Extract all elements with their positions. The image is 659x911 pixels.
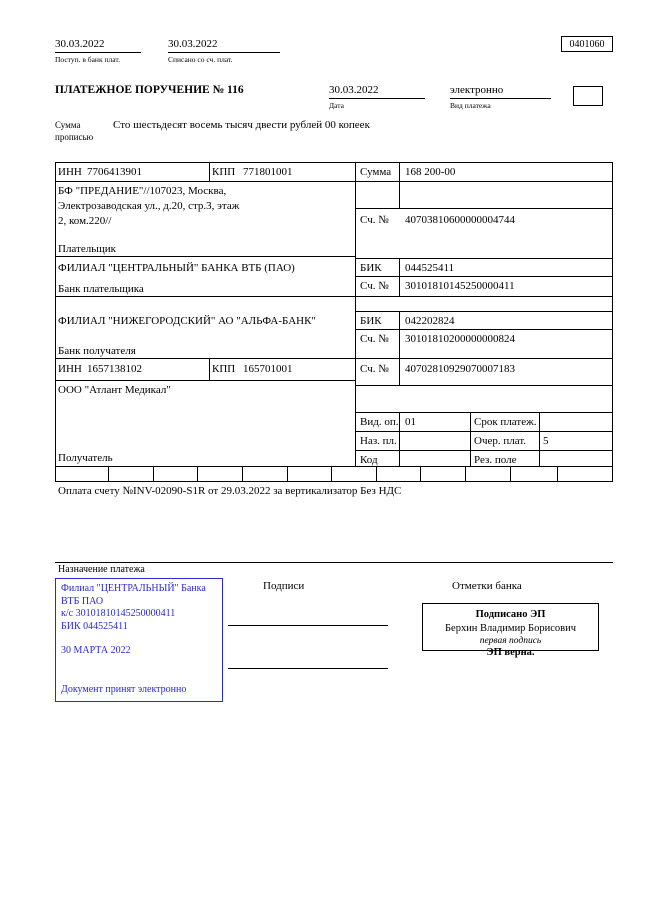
payee-inn-value: 1657138102 [87,363,142,375]
amount-value: 168 200-00 [405,166,456,178]
table-line-payeebank-acct [355,358,613,359]
payer-name-line1: БФ "ПРЕДАНИЕ"//107023, Москва, [58,185,227,197]
code-cell [55,466,108,482]
date-writtenoff-label: Списано со сч. плат. [168,55,233,64]
stamp-line-3: к/с 30101810145250000411 [61,608,176,619]
table-line-payeebank-top [355,311,613,312]
document-date-label: Дата [329,101,344,110]
bank-electronic-stamp [55,578,223,702]
esign-role: первая подпись [479,636,542,646]
payment-kind-underline [450,98,551,99]
table-vline-codes-a [399,412,400,466]
code-cell [108,466,153,482]
table-line-payee-acct [355,385,613,386]
code-cell [197,466,242,482]
form-code-value: 0401060 [569,39,605,50]
date-received-underline [55,52,141,53]
queue-label: Очер. плат. [474,435,527,447]
table-line-codes-1 [355,412,613,413]
table-line-codes-3 [355,450,613,451]
reserve-label: Рез. поле [474,454,517,466]
table-line-payer-name [55,256,355,257]
amount-words-label-line1: Сумма [55,120,81,130]
code-cell [557,466,613,482]
purpose-code-label: Наз. пл. [360,435,397,447]
term-label: Срок платеж. [474,416,537,428]
payer-bank-account-value: 30101810145250000411 [405,280,515,292]
payee-name: ООО "Атлант Медикал" [58,384,171,396]
code-cell [153,466,198,482]
payer-bank-name: ФИЛИАЛ "ЦЕНТРАЛЬНЫЙ" БАНКА ВТБ (ПАО) [58,262,295,274]
table-line-payerbank-acct [355,296,613,297]
table-line-payerbank-caption [55,296,355,297]
esign-title: Подписано ЭП [475,609,546,620]
table-line-sum-acct [355,208,613,209]
date-received-value: 30.03.2022 [55,38,105,50]
table-vline-right [612,162,613,466]
bank-marks-label: Отметки банка [452,580,522,592]
stamp-line-4: БИК 044525411 [61,620,128,632]
purpose-underline [55,562,613,563]
electronic-signature-stamp [422,603,599,658]
stamp-line-6: Документ принят электронно [61,683,187,695]
code-cell [465,466,510,482]
payer-name-line2: Электрозаводская ул., д.20, стр.3, этаж [58,200,240,212]
date-writtenoff-underline [168,52,280,53]
stamp-line-1: Филиал "ЦЕНТРАЛЬНЫЙ" Банка [61,583,206,594]
payee-bank-name: ФИЛИАЛ "НИЖЕГОРОДСКИЙ" АО "АЛЬФА-БАНК" [58,315,316,327]
table-line-payer-inn [55,181,355,182]
payee-caption: Получатель [58,452,113,464]
code-cell [242,466,287,482]
table-vline-codes-c [539,412,540,466]
table-line-payee-inn [55,380,355,381]
signature-line-2 [228,668,388,669]
payer-name-line3: 2, ком.220// [58,215,112,227]
table-vline-acct-1 [399,181,400,208]
op-kind-value: 01 [405,416,416,428]
form-code-box [561,36,613,52]
table-line-bic-payee [355,329,613,330]
payee-bank-caption: Банк получателя [58,345,136,357]
code-cell [287,466,332,482]
table-vline-codes-b [470,412,471,466]
table-line-bic-payer [355,276,613,277]
payer-caption: Плательщик [58,243,116,255]
payee-account-value: 40702810929070007183 [405,363,515,375]
purpose-caption: Назначение платежа [58,564,145,575]
stamp-line-5: 30 МАРТА 2022 [61,645,131,656]
stamp-line-2: ВТБ ПАО [61,595,104,607]
document-title: ПЛАТЕЖНОЕ ПОРУЧЕНИЕ № 116 [55,84,244,96]
payment-kind-value: электронно [450,84,504,96]
amount-words-value: Сто шестьдесят восемь тысяч двести рублей 00 копеек [113,119,370,131]
payer-bank-bic-value: 044525411 [405,262,455,274]
payer-inn-label: ИНН [58,166,82,178]
esign-verified: ЭП верна. [486,647,535,658]
payee-kpp-value: 165701001 [243,363,293,375]
code-cell [510,466,557,482]
payee-account-label: Сч. № [360,363,389,375]
payee-bank-bic-value: 042202824 [405,315,455,327]
amount-label: Сумма [360,166,392,178]
code-cell [420,466,465,482]
payer-bank-caption: Банк плательщика [58,283,144,295]
payer-bank-account-label: Сч. № [360,280,389,292]
purpose-text: Оплата счету №INV-02090-S1R от 29.03.2022 за вертикализатор Без НДС [58,485,402,497]
payment-kind-label: Вид платежа [450,101,491,110]
table-line-payer-bank [355,258,613,259]
payer-inn-value: 7706413901 [87,166,142,178]
payment-kind-code-box [573,86,603,106]
table-vline-biclabel-2 [399,311,400,358]
code-label: Код [360,454,378,466]
op-kind-label: Вид. оп. [360,416,399,428]
table-vline-payee-acct [399,358,400,385]
signature-line-1 [228,625,388,626]
signatures-label: Подписи [263,580,305,592]
code-cell [376,466,421,482]
table-vline-payee-kpp [209,358,210,380]
table-vline-biclabel-1 [399,258,400,296]
payee-inn-label: ИНН [58,363,82,375]
payer-account-value: 40703810600000004744 [405,214,515,226]
table-vline-left [55,162,56,466]
payer-kpp-label: КПП [212,166,236,178]
payee-kpp-label: КПП [212,363,236,375]
document-date-value: 30.03.2022 [329,84,379,96]
payee-code-cells [55,466,613,482]
payee-bank-account-value: 30101810200000000824 [405,333,515,345]
esign-name: Берхин Владимир Борисович [445,623,576,634]
payee-bank-account-label: Сч. № [360,333,389,345]
payer-bank-bic-label: БИК [360,262,382,274]
payer-account-label: Сч. № [360,214,389,226]
table-vline-payer-kpp [209,162,210,181]
table-line-codes-2 [355,431,613,432]
queue-value: 5 [543,435,549,447]
code-cell [331,466,376,482]
payee-bank-bic-label: БИК [360,315,382,327]
payer-kpp-value: 771801001 [243,166,293,178]
table-vline-mid [355,162,356,466]
amount-words-label-line2: прописью [55,132,94,142]
table-line-payeebank-caption [55,358,355,359]
table-vline-sumlabel [399,162,400,181]
date-writtenoff-value: 30.03.2022 [168,38,218,50]
date-received-label: Поступ. в банк плат. [55,55,120,64]
table-line-sum-row [355,181,613,182]
table-line-top [55,162,613,163]
document-date-underline [329,98,425,99]
